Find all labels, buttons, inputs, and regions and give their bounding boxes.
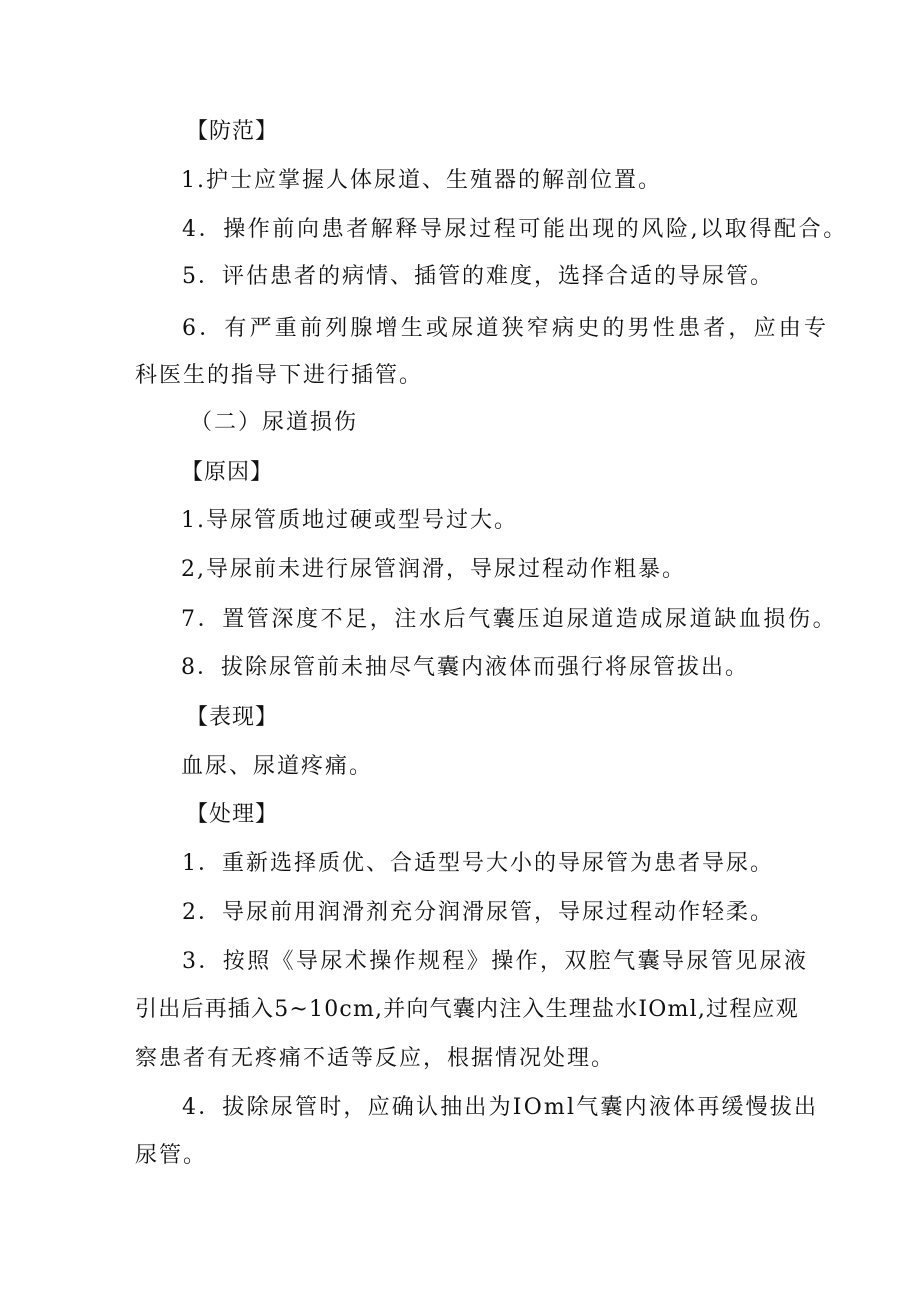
list-item: 2．导尿前用润滑剂充分润滑尿管，导尿过程动作轻柔。 — [182, 900, 774, 925]
list-item: 2,导尿前未进行尿管润滑，导尿过程动作粗暴。 — [181, 557, 686, 582]
list-item: 3．按照《导尿术操作规程》操作，双腔气囊导尿管见尿液 — [182, 949, 809, 974]
list-item: 4．操作前向患者解释导尿过程可能出现的风险,以取得配合。 — [182, 217, 848, 242]
list-item: 1.护士应掌握人体尿道、生殖器的解剖位置。 — [181, 168, 662, 193]
list-item: 8．拔除尿管前未抽尽气囊内液体而强行将尿管拔出。 — [181, 655, 749, 680]
list-item-continuation: 察患者有无疼痛不适等反应，根据情况处理。 — [135, 1046, 616, 1071]
subsection-title: （二）尿道损伤 — [190, 410, 359, 435]
list-item: 1．重新选择质优、合适型号大小的导尿管为患者导尿。 — [182, 851, 774, 876]
list-item-continuation: 科医生的指导下进行插管。 — [135, 363, 424, 388]
list-item-continuation: 引出后再插入5~10cm,并向气囊内注入生理盐水IOml,过程应观 — [135, 997, 799, 1022]
list-item: 7．置管深度不足，注水后气囊压迫尿道造成尿道缺血损伤。 — [181, 607, 838, 632]
section-heading-cause: 【原因】 — [181, 460, 274, 485]
section-heading-treatment: 【处理】 — [186, 802, 279, 827]
section-heading-manifestation: 【表现】 — [186, 705, 279, 730]
section-heading-prevention: 【防范】 — [186, 119, 279, 144]
list-item: 1.导尿管质地过硬或型号过大。 — [181, 508, 518, 533]
list-item: 5．评估患者的病情、插管的难度，选择合适的导尿管。 — [182, 264, 774, 289]
list-item: 6．有严重前列腺增生或尿道狭窄病史的男性患者，应由专 — [182, 316, 830, 341]
list-item: 4．拔除尿管时，应确认抽出为IOml气囊内液体再缓慢拔出 — [182, 1095, 819, 1120]
list-item-continuation: 尿管。 — [135, 1143, 208, 1168]
paragraph: 血尿、尿道疼痛。 — [181, 754, 374, 779]
